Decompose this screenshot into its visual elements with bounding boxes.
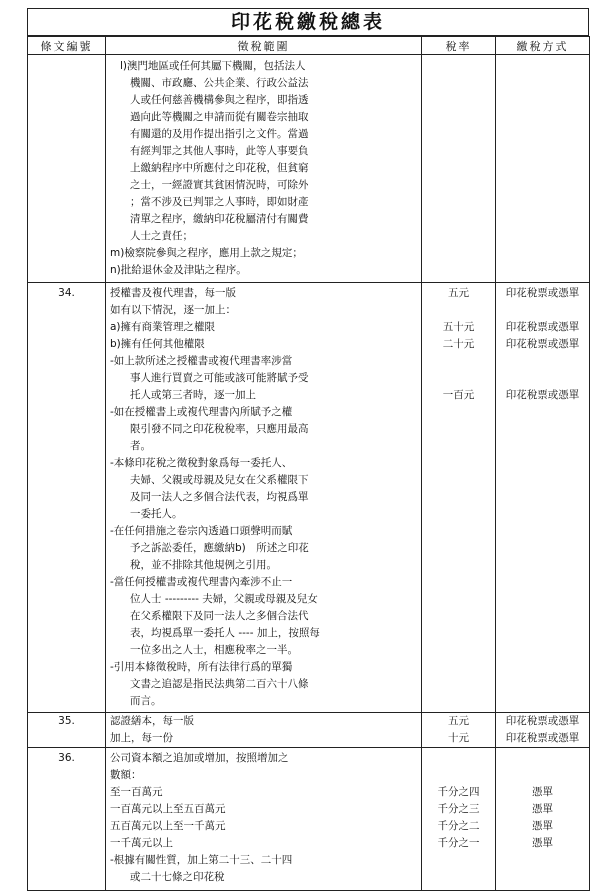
rate-value: 十元 [448, 732, 469, 744]
article-number: 36. [58, 752, 75, 764]
document-title: 印花稅繳稅總表 [27, 8, 589, 36]
article-34-cell [28, 283, 106, 713]
scope-line: 至一百萬元 [110, 786, 163, 798]
article-34-methods [496, 283, 590, 713]
method-value: 憑單 [532, 786, 553, 798]
scope-line: 予之訴訟委任，應繳納b) 所述之印花 [130, 542, 309, 554]
article-35-row [28, 713, 590, 748]
method-value: 憑單 [532, 803, 553, 815]
scope-line: -在任何措施之卷宗內透過口頭聲明而賦 [110, 525, 293, 537]
article-36-cell [28, 748, 106, 891]
scope-line: 稅，並不排除其他規例之引用。 [130, 559, 277, 571]
rate-value: 五元 [448, 715, 469, 727]
method-value: 印花稅票或憑單 [505, 389, 580, 401]
scope-line: 托人或第三者時，逐一加上 [130, 389, 256, 401]
rate-value: 二十元 [442, 338, 475, 350]
method-value: 印花稅票或憑單 [505, 338, 580, 350]
scope-line: -如上款所述之授權書或複代理書率涉當 [110, 355, 293, 367]
continuation-article [28, 55, 106, 283]
method-value: 印花稅票或憑單 [505, 287, 580, 299]
article-36-rates [422, 748, 496, 891]
continuation-scope [106, 55, 422, 283]
article-35-cell [28, 713, 106, 748]
scope-line: 事人進行買賣之可能或該可能將賦予受 [130, 372, 309, 384]
rate-value: 一百元 [442, 389, 475, 401]
scope-line: 表，均視爲單一委托人 ---- 加上，按照每 [130, 627, 320, 639]
rate-value: 千分之一 [437, 837, 480, 849]
article-34-scope [106, 283, 422, 713]
scope-line: 者。 [130, 440, 151, 452]
scope-line: 清單之程序，繳納印花稅屬清付有關費 [130, 213, 309, 225]
scope-line: m)檢察院參與之程序，應用上款之規定； [110, 247, 303, 259]
scope-line: 認證繕本，每一版 [110, 715, 194, 727]
scope-line: 公司資本額之追加或增加，按照增加之 [110, 752, 289, 764]
scope-line: 加上，每一份 [110, 732, 173, 744]
scope-line: 授權書及複代理書，每一版 [110, 287, 236, 299]
article-36-row [28, 748, 590, 891]
rate-value: 千分之二 [437, 820, 480, 832]
method-value: 印花稅票或憑單 [505, 715, 580, 727]
scope-line: -根據有關性質，加上第二十三、二十四 [110, 854, 293, 866]
scope-line: 位人士 --------- 夫婦，父親或母親及兒女 [130, 593, 318, 605]
scope-line: -本條印花稅之徵稅對象爲每一委托人、 [110, 457, 293, 469]
rate-value: 五元 [448, 287, 469, 299]
scope-line: 而言。 [130, 695, 162, 707]
rate-value: 五十元 [442, 321, 475, 333]
scope-line: 一委托人。 [130, 508, 183, 520]
scope-line: 一百萬元以上至五百萬元 [110, 803, 226, 815]
method-value: 印花稅票或憑單 [505, 732, 580, 744]
scope-line: 夫婦、父親或母親及兒女在父系權限下 [130, 474, 309, 486]
scope-line: -如在授權書上或複代理書內所賦予之權 [110, 406, 293, 418]
tax-summary-page [27, 8, 589, 883]
scope-line: 一位多出之人士，相應稅率之一半。 [130, 644, 298, 656]
method-value: 憑單 [532, 820, 553, 832]
header-rate: 稅率 [422, 37, 496, 55]
article-36-methods [496, 748, 590, 891]
article-35-rates [422, 713, 496, 748]
article-35-scope [106, 713, 422, 748]
scope-line: b)擁有任何其他權限 [110, 338, 205, 350]
scope-line: 在父系權限下及同一法人之多個合法代 [130, 610, 309, 622]
header-method: 繳稅方式 [496, 37, 590, 55]
article-34-rates [422, 283, 496, 713]
scope-line: a)擁有商業管理之權限 [110, 321, 216, 333]
header-scope: 徵稅範圍 [106, 37, 422, 55]
scope-line: 之士，一經證實其貧困情況時，可除外 [130, 179, 309, 191]
scope-line: 上繳納程序中所應付之印花稅，但貧窮 [130, 162, 309, 174]
scope-line: 如有以下情況，逐一加上： [110, 304, 236, 316]
scope-line: 機關、市政廳、公共企業、行政公益法 [130, 77, 309, 89]
method-value: 憑單 [532, 837, 553, 849]
rate-value: 千分之三 [437, 803, 480, 815]
scope-line: 五百萬元以上至一千萬元 [110, 820, 226, 832]
method-value: 印花稅票或憑單 [505, 321, 580, 333]
scope-line: 數額： [110, 769, 142, 781]
continuation-method [496, 55, 590, 283]
scope-line: l)澳門地區或任何其屬下機關，包括法人 [120, 60, 306, 72]
header-row [28, 37, 590, 55]
continuation-row [28, 55, 590, 283]
article-number: 35. [58, 715, 75, 727]
rate-value: 千分之四 [437, 786, 480, 798]
scope-line: 人士之責任； [130, 230, 193, 242]
scope-line: 限引發不同之印花稅稅率，只應用最高 [130, 423, 309, 435]
scope-line: 一千萬元以上 [110, 837, 173, 849]
tax-table [27, 36, 590, 891]
scope-line: -當任何授權書或複代理書內牽涉不止一 [110, 576, 293, 588]
article-34-row [28, 283, 590, 713]
continuation-rate [422, 55, 496, 283]
scope-line: -引用本條徵稅時，所有法律行爲的單獨 [110, 661, 293, 673]
scope-line: 或二十七條之印花稅 [130, 871, 225, 883]
scope-line: 文書之追認是指民法典第二百六十八條 [130, 678, 309, 690]
article-36-scope [106, 748, 422, 891]
scope-line: 有經判罪之其他人事時，此等人事要負 [130, 145, 309, 157]
header-article: 條文編號 [28, 37, 106, 55]
scope-line: 人或任何慈善機構參與之程序，即指透 [130, 94, 309, 106]
scope-line: 及同一法人之多個合法代表，均視爲單 [130, 491, 309, 503]
scope-line: 過向此等機關之申請而從有關卷宗抽取 [130, 111, 309, 123]
article-35-methods [496, 713, 590, 748]
scope-line: ；當不涉及已判罪之人事時，即如財產 [130, 196, 309, 208]
scope-line: 有關還的及用作提出指引之文件。當過 [130, 128, 309, 140]
scope-line: n)批給退休金及津貼之程序。 [110, 264, 247, 276]
article-number: 34. [58, 287, 75, 299]
